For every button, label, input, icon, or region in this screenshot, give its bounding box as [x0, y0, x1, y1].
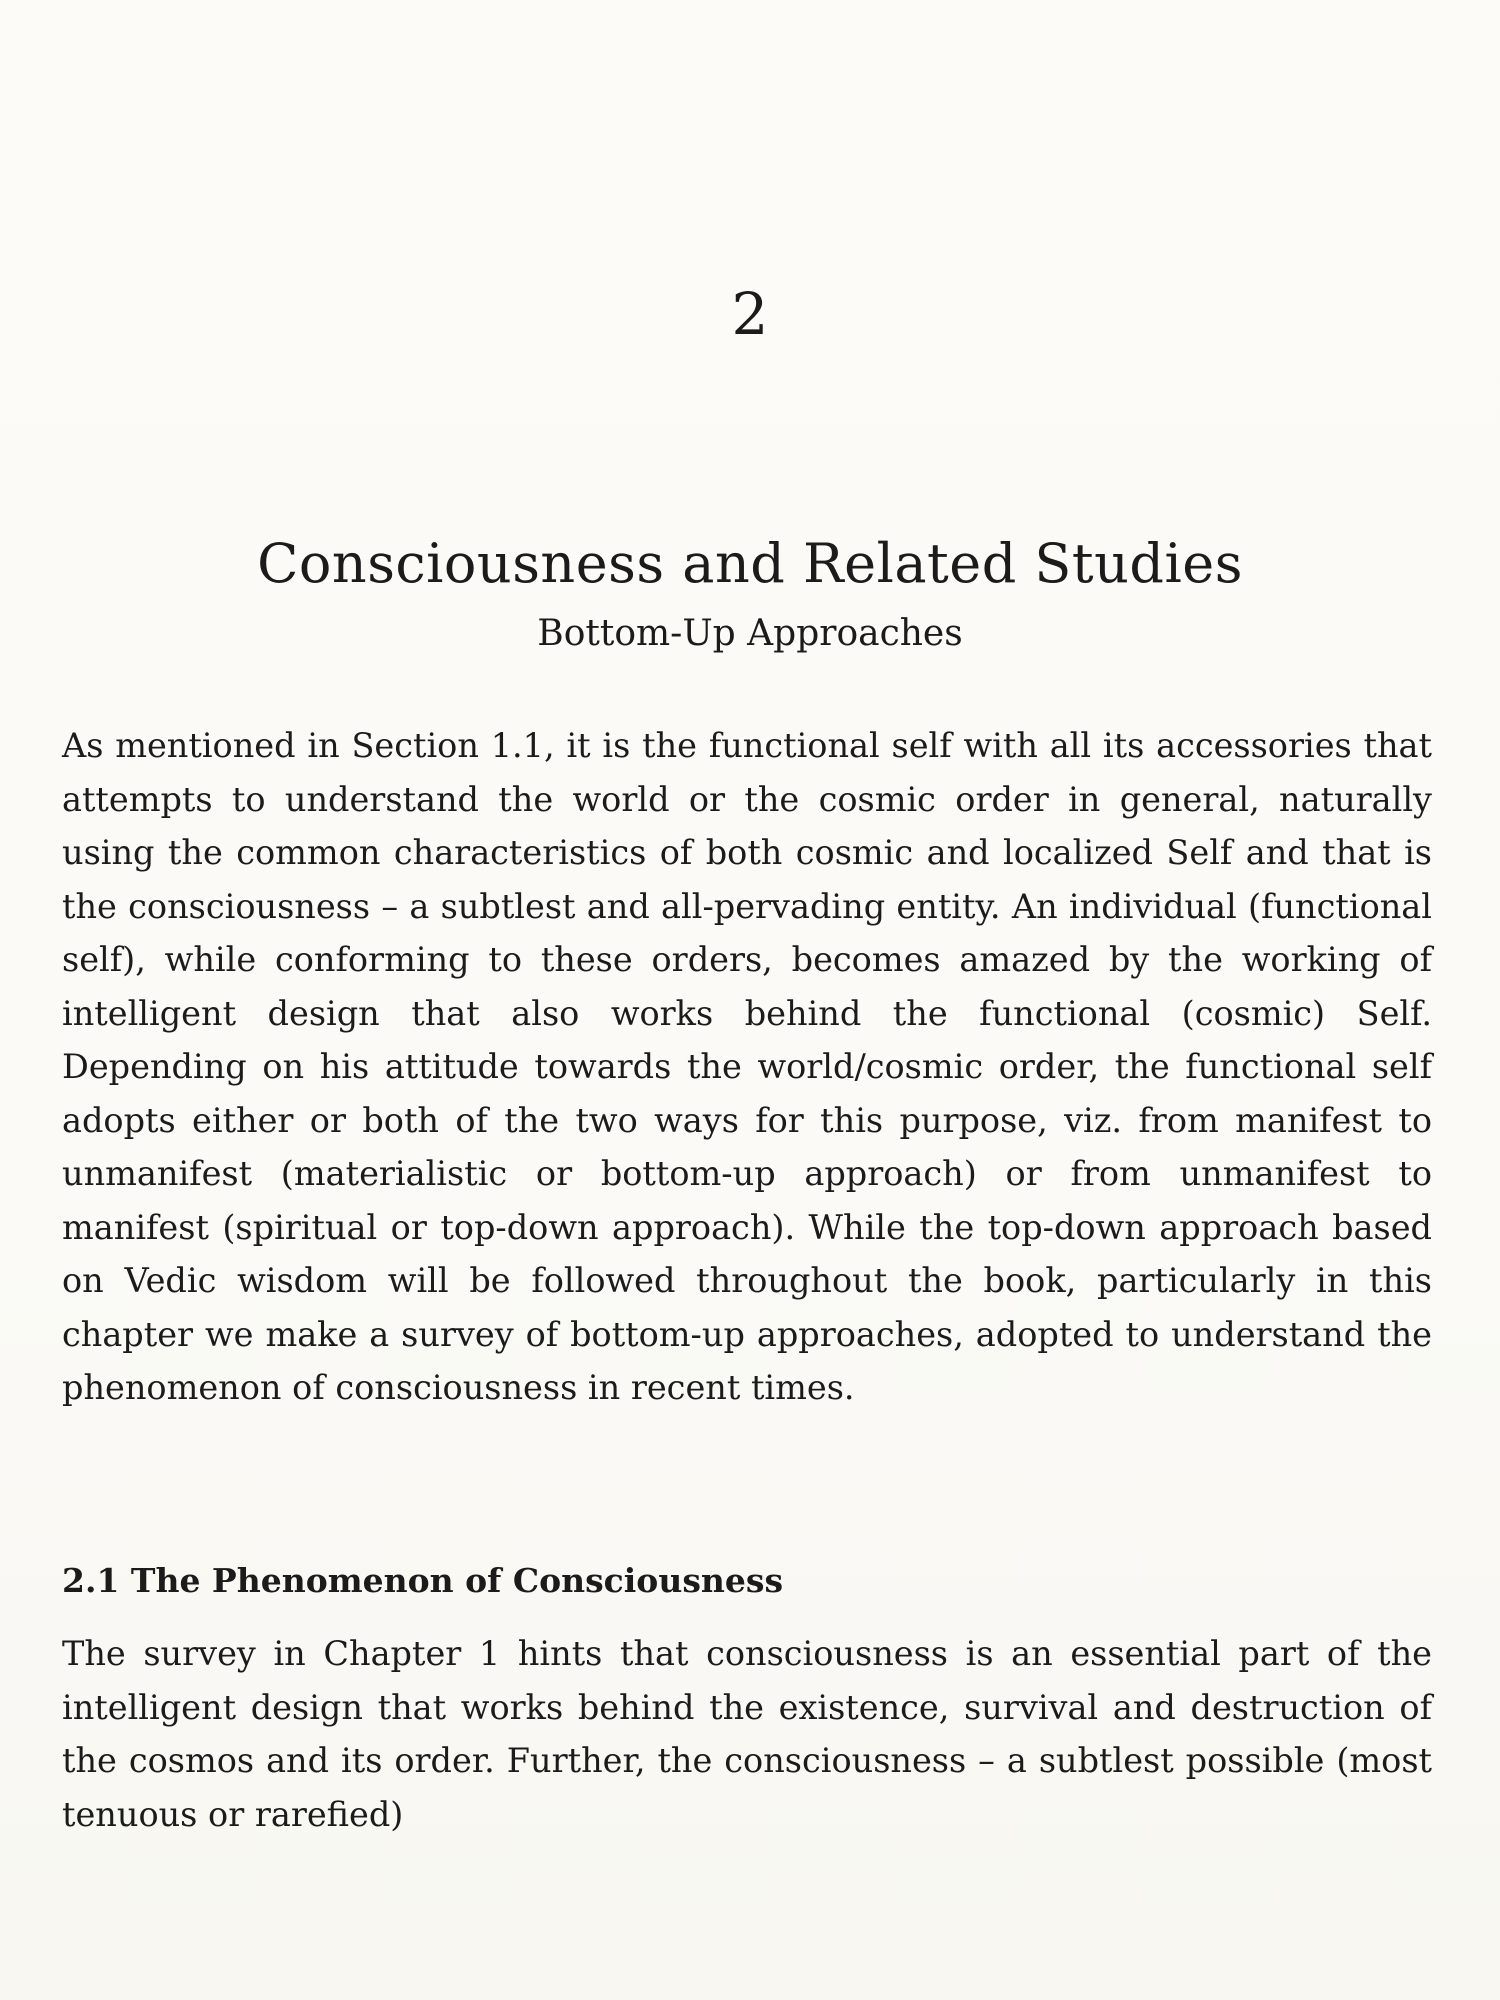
chapter-subtitle: Bottom-Up Approaches: [537, 613, 963, 654]
intro-paragraph: As mentioned in Section 1.1, it is the functional self with all its accessories that attempts to understand the world or the cosmic order in general, naturally using the common characteristics of both cosmic and localized Self and that is the consciousness – a subtlest and all-pervading entity. An individual (functional self), while conforming to these orders, becomes amazed by the working of intelligent design that also works behind the functional (cosmic) Self. Depending on his attitude towards the world/cosmic order, the functional self adopts either or both of the two ways for this purpose, viz. from manifest to unmanifest (materialistic or bottom-up approach) or from unmanifest to manifest (spiritual or top-down approach). While the top-down approach based on Vedic wisdom will be followed throughout the book, particularly in this chapter we make a survey of bottom-up approaches, adopted to understand the phenomenon of consciousness in recent times.: [62, 726, 1432, 1407]
chapter-title: Consciousness and Related Studies: [257, 532, 1243, 595]
section-heading: 2.1 The Phenomenon of Consciousness: [62, 1561, 784, 1600]
chapter-number: 2: [731, 280, 769, 348]
section-paragraph: The survey in Chapter 1 hints that consciousness is an essential part of the intelligent design that works behind the existence, survival and destruction of the cosmos and its order. Further, the consciousness – a subtlest possible (most tenuous or rarefied): [62, 1634, 1432, 1834]
